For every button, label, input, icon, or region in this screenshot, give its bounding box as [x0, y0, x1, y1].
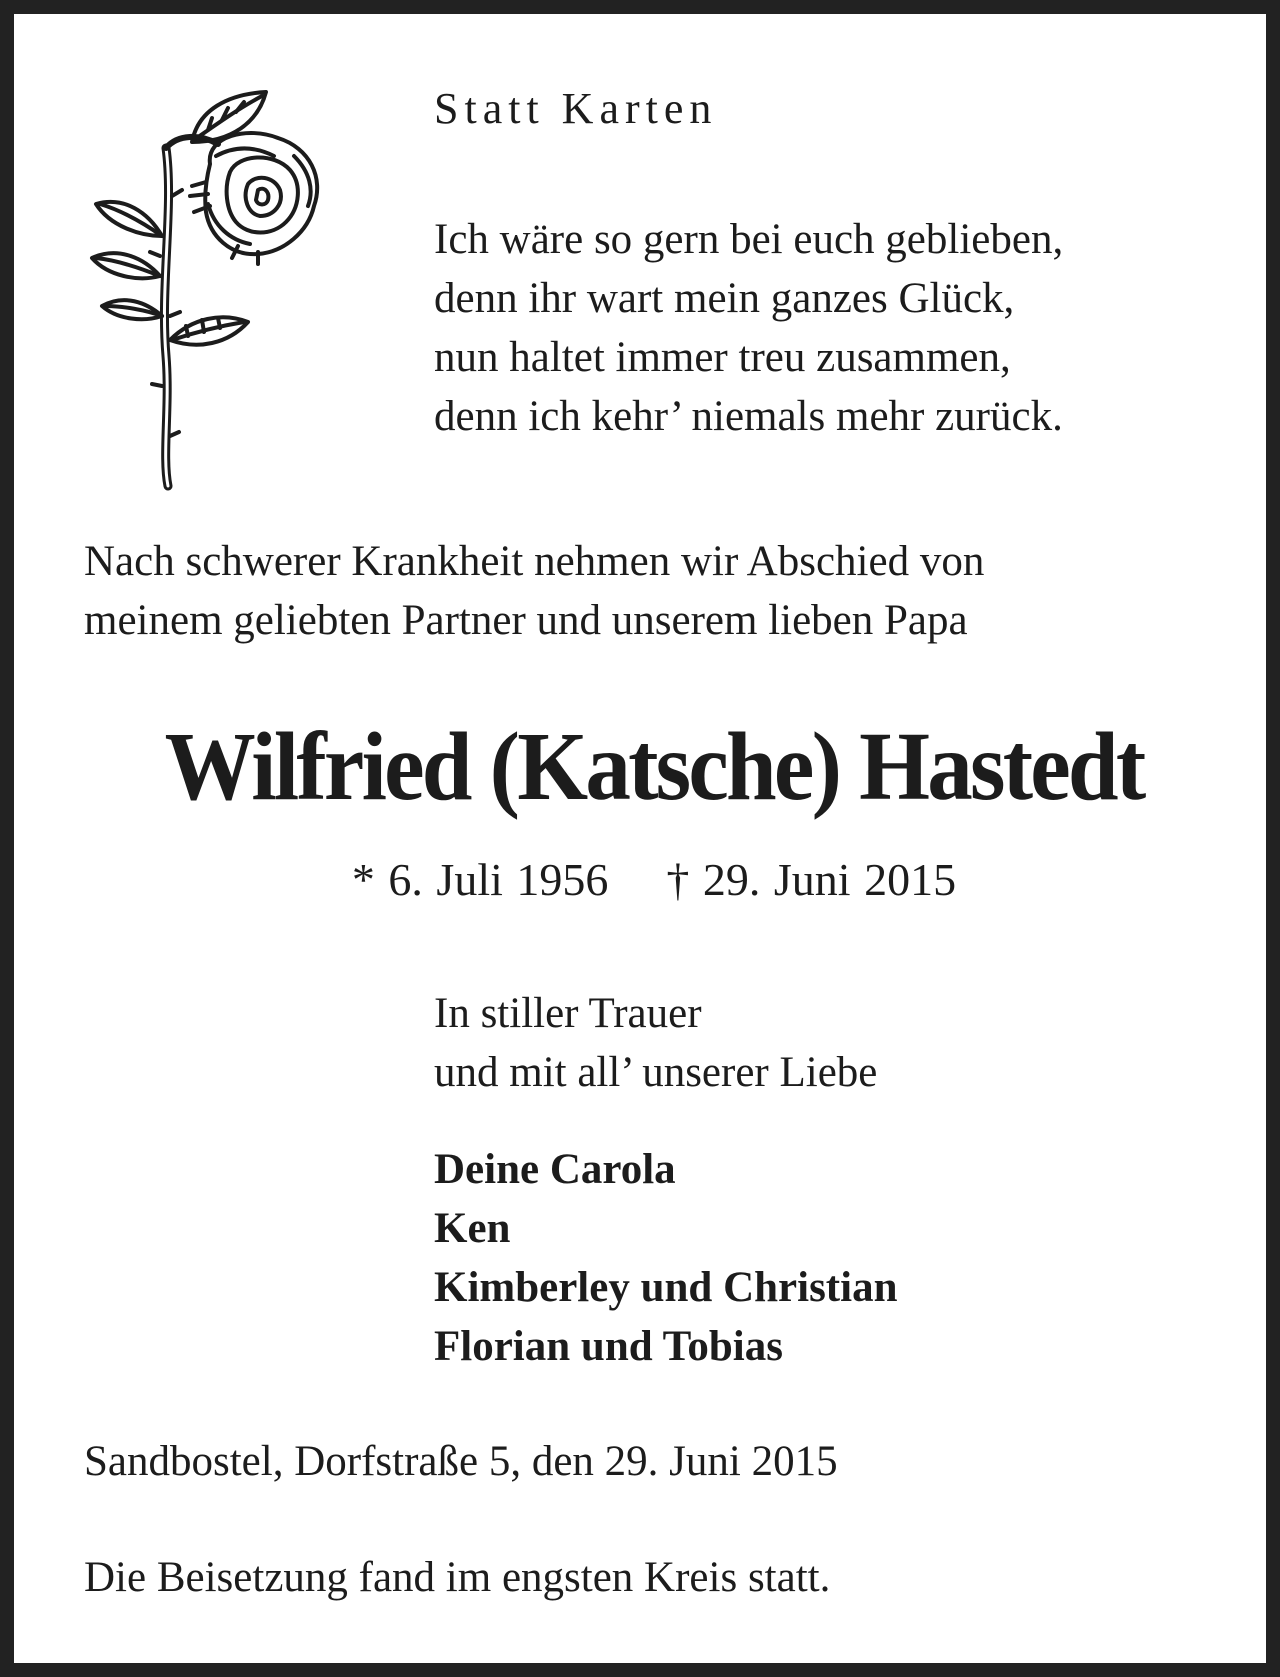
mourning-text — [434, 984, 877, 1102]
life-dates — [14, 852, 1280, 908]
mourning-line: und mit all’ unserer Liebe — [434, 1049, 878, 1096]
family-member: Deine Carola — [434, 1146, 676, 1193]
intro-text — [84, 532, 984, 650]
rose-icon — [88, 86, 348, 496]
family-member: Florian und Tobias — [434, 1323, 783, 1370]
burial-note: Die Beisetzung fand im engsten Kreis statt. — [84, 1554, 831, 1601]
family-member: Ken — [434, 1205, 511, 1252]
birth-date: * 6. Juli 1956 — [351, 854, 609, 905]
poem-line: denn ihr wart mein ganzes Glück, — [434, 275, 1015, 322]
intro-line: meinem geliebten Partner und unserem lieben Papa — [84, 597, 968, 644]
mourning-line: In stiller Trauer — [434, 990, 702, 1037]
deceased-name: Wilfried (Katsche) Hastedt — [164, 713, 1144, 821]
statt-karten-heading: Statt Karten — [434, 84, 718, 133]
poem-line: nun haltet immer treu zusammen, — [434, 334, 1011, 381]
memorial-poem — [434, 210, 1063, 446]
poem-line: denn ich kehr’ niemals mehr zurück. — [434, 393, 1063, 440]
death-date: † 29. Juni 2015 — [666, 854, 957, 905]
family-member: Kimberley und Christian — [434, 1264, 898, 1311]
family-signatures — [434, 1140, 898, 1376]
place-and-date: Sandbostel, Dorfstraße 5, den 29. Juni 2015 — [84, 1438, 838, 1485]
poem-line: Ich wäre so gern bei euch geblieben, — [434, 216, 1064, 263]
intro-line: Nach schwerer Krankheit nehmen wir Abschied von — [84, 538, 985, 585]
